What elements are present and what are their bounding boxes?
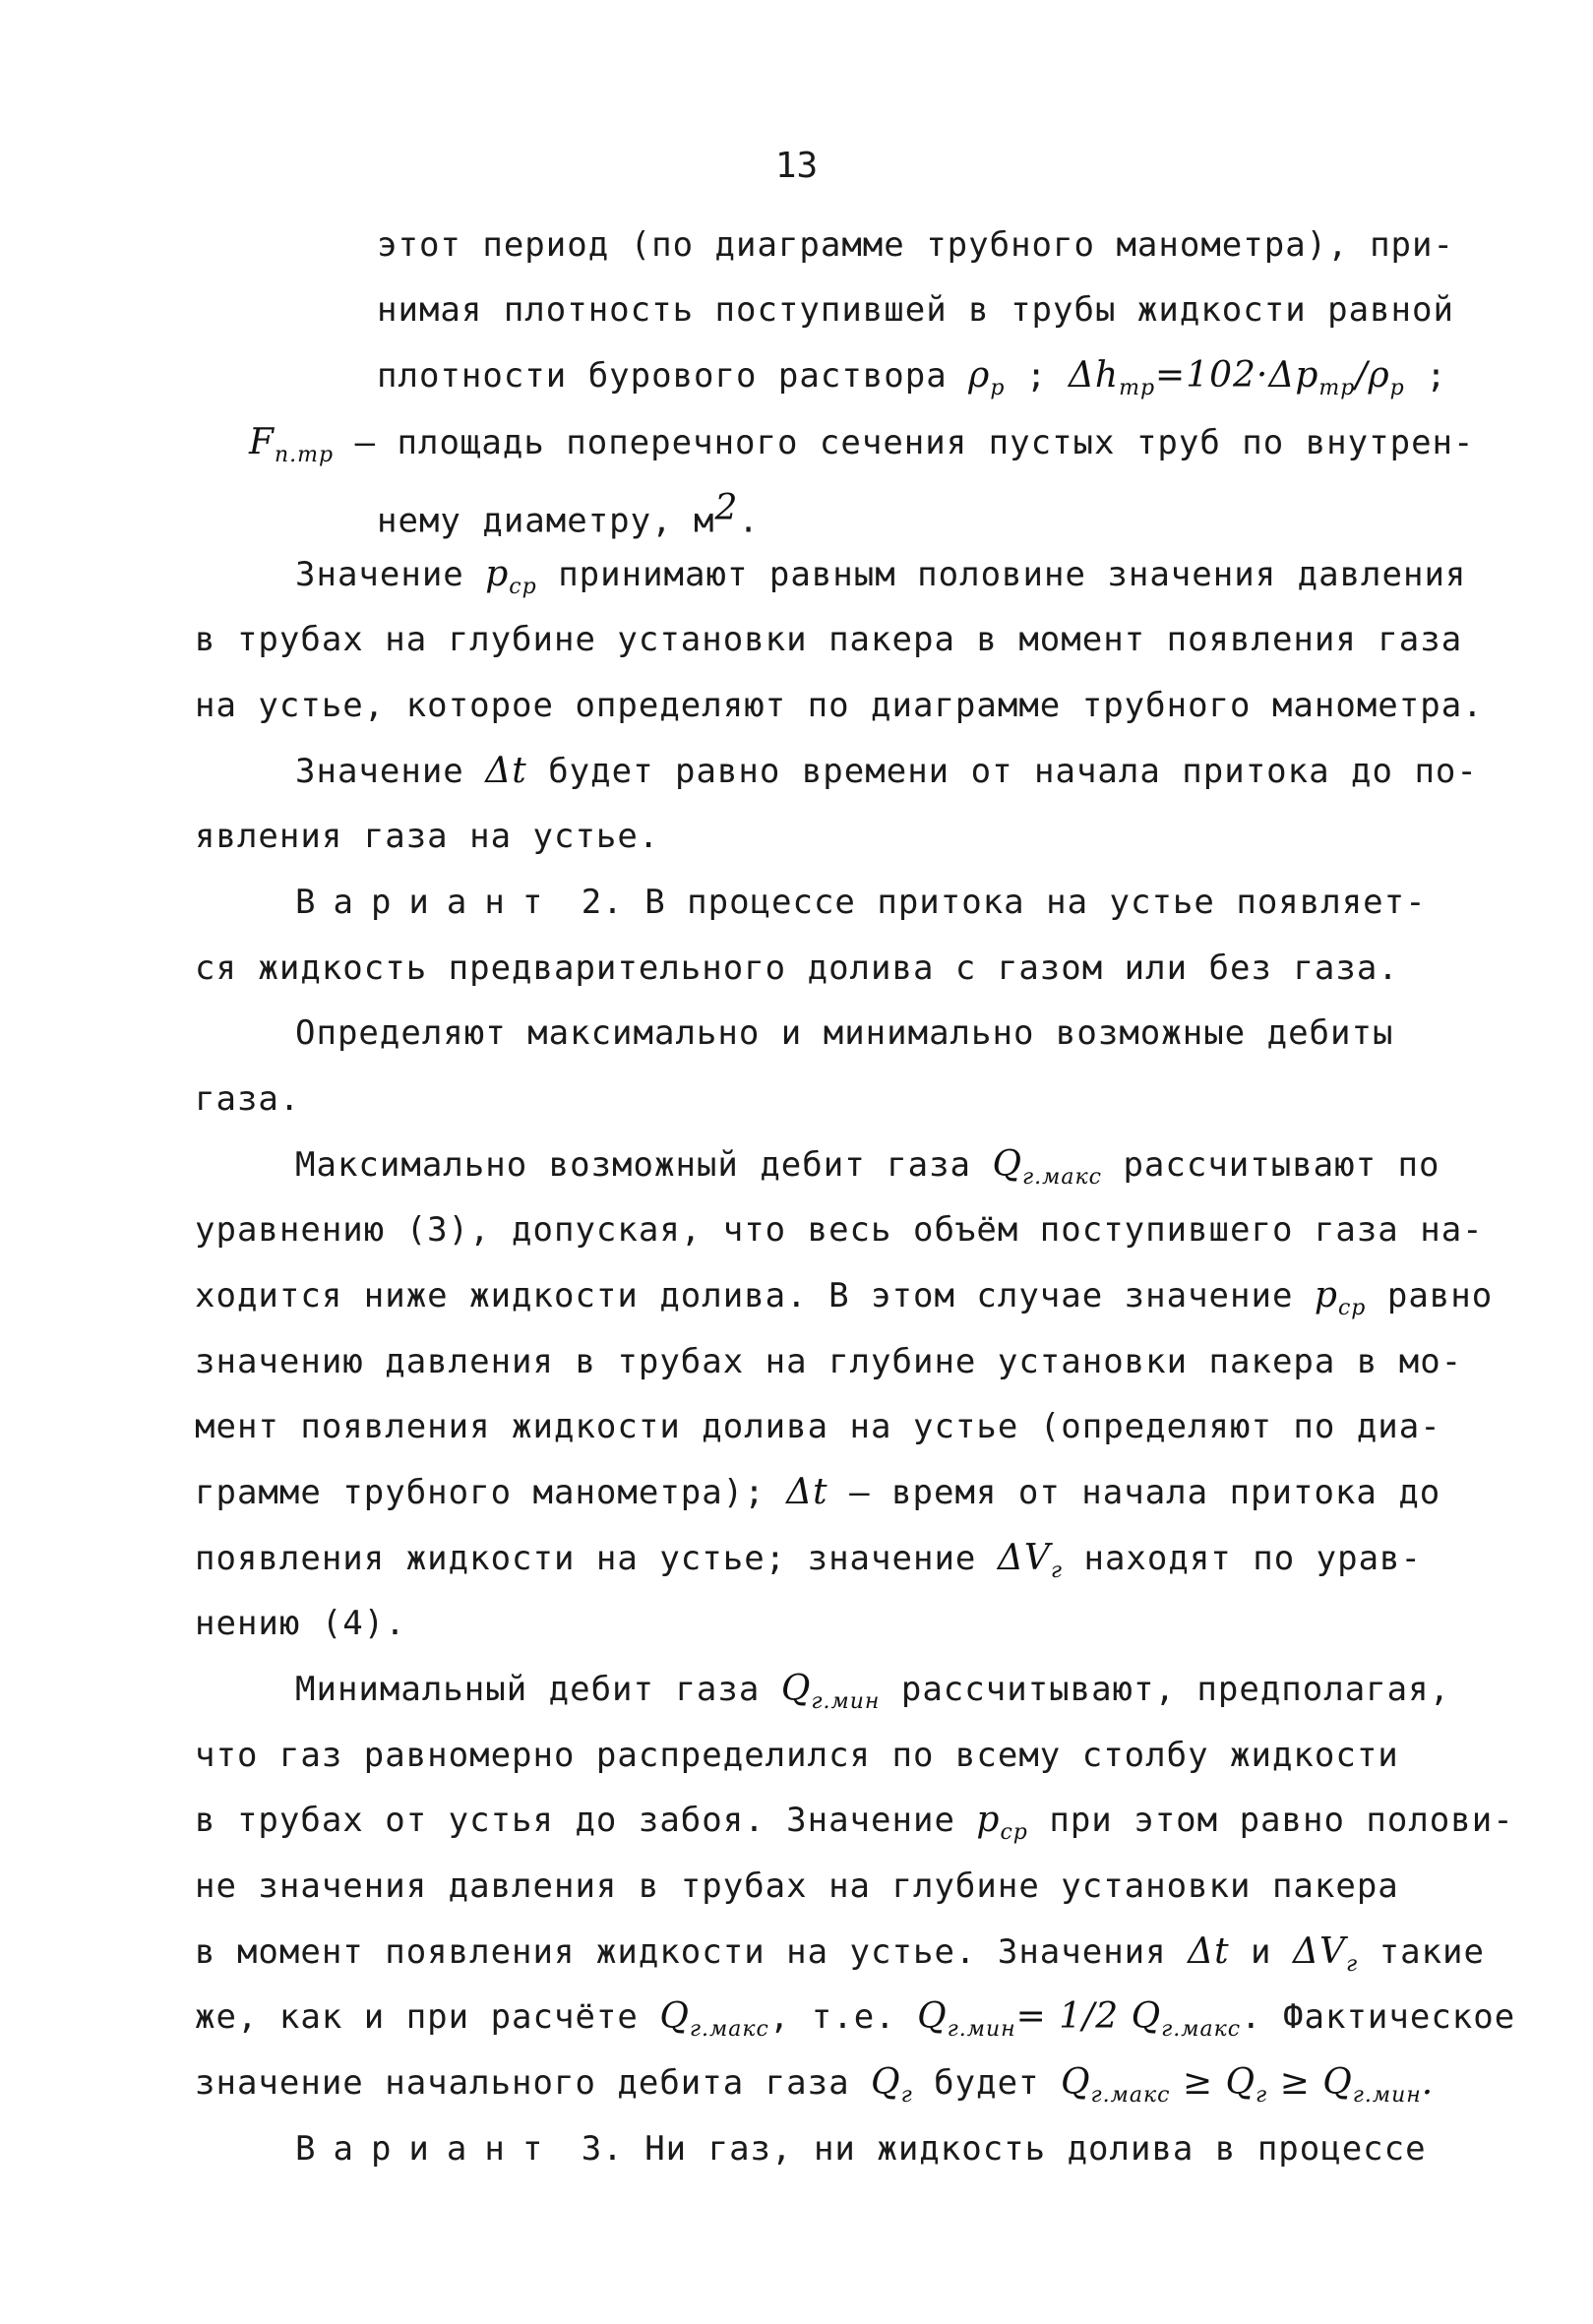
text-line: ся жидкость предварительного долива с газом или без газа. bbox=[195, 948, 1399, 988]
text-line: мент появления жидкости долива на устье (определяют по диа- bbox=[195, 1407, 1441, 1446]
formula-q-max: $Q_{г.макс}$ bbox=[992, 1144, 1102, 1191]
text-line: в трубах на глубине установки пакера в момент появления газа bbox=[195, 620, 1463, 659]
formula-f-tube: $F_{п.тр}$ bbox=[249, 422, 335, 468]
text-line: Вариант 2. В процессе притока на устье появляет- bbox=[295, 883, 1427, 922]
text-line: значение начального дебита газа $Q_г$ будет $Q_{г.макс} \ge Q_г \ge Q_{г.мин}$. bbox=[195, 2062, 1435, 2109]
formula-q-min: $Q_{г.мин}$ bbox=[780, 1669, 881, 1715]
text-line: Максимально возможный дебит газа $Q_{г.макс}$ рассчитывают по bbox=[295, 1144, 1440, 1191]
variant-heading: Вариант bbox=[295, 2129, 561, 2169]
text-line: этот период (по диаграмме трубного манометра), при- bbox=[377, 225, 1454, 265]
formula-delta-t: Δt bbox=[786, 1472, 828, 1512]
formula-delta-v: $\Delta V_г$ bbox=[997, 1538, 1063, 1584]
text-line: Определяют максимально и минимально возможные дебиты bbox=[295, 1013, 1394, 1053]
variant-heading: Вариант bbox=[295, 883, 561, 922]
text-line: не значения давления в трубах на глубине установки пакера bbox=[195, 1866, 1399, 1906]
text-line: нению (4). bbox=[195, 1604, 406, 1643]
text-line: Минимальный дебит газа $Q_{г.мин}$ рассчитывают, предполагая, bbox=[295, 1669, 1451, 1715]
text-line: уравнению (3), допуская, что весь объём поступившего газа на- bbox=[195, 1210, 1484, 1250]
text-line: Вариант 3. Ни газ, ни жидкость долива в процессе bbox=[295, 2129, 1427, 2169]
text-line: плотности бурового раствора $\rho_р$ ; $\Delta h_{тр}=102\cdot\Delta p_{тр}/\rho_р$ ; bbox=[377, 355, 1447, 401]
formula-rho: $\rho_р$ bbox=[968, 355, 1006, 401]
formula-p-avg: $p_{ср}$ bbox=[1314, 1275, 1367, 1321]
formula-q-inequality: $Q_{г.макс} \ge Q_г \ge Q_{г.мин}$. bbox=[1061, 2062, 1435, 2109]
text-line: $F_{п.тр}$ – площадь поперечного сечения пустых труб по внутрен- bbox=[249, 422, 1475, 468]
text-line: в момент появления жидкости на устье. Значения Δt и $\Delta V_г$ такие bbox=[195, 1931, 1485, 1978]
formula-delta-h: $\Delta h_{тр}=102\cdot\Delta p_{тр}/\rho_р$ bbox=[1068, 355, 1405, 401]
text-line: нему диаметру, $м^2$. bbox=[377, 488, 760, 541]
text-line: нимая плотность поступившей в трубы жидкости равной bbox=[377, 290, 1454, 330]
text-line: Значение Δt будет равно времени от начала притока до по- bbox=[295, 751, 1478, 791]
formula-q-min-equation: $Q_{г.мин}= 1/2$ $Q_{г.макс}$ bbox=[917, 1996, 1242, 2043]
formula-p-avg: $p_{ср}$ bbox=[485, 554, 537, 600]
formula-delta-t: Δt bbox=[1188, 1931, 1230, 1972]
formula-q-max: $Q_{г.макс}$ bbox=[659, 1996, 769, 2043]
text-line: на устье, которое определяют по диаграмме трубного манометра. bbox=[195, 686, 1484, 725]
text-line: в трубах от устья до забоя. Значение $p_{ср}$ при этом равно полови- bbox=[195, 1800, 1514, 1846]
text-line: газа. bbox=[195, 1079, 301, 1119]
formula-delta-v: $\Delta V_г$ bbox=[1293, 1931, 1359, 1978]
text-line: появления жидкости на устье; значение $\Delta V_г$ находят по урав- bbox=[195, 1538, 1422, 1584]
text-line: ходится ниже жидкости долива. В этом случае значение $p_{ср}$ равно bbox=[195, 1275, 1494, 1321]
text-line: Значение $p_{ср}$ принимают равным половине значения давления bbox=[295, 554, 1467, 600]
formula-delta-t: Δt bbox=[485, 751, 527, 791]
formula-q: $Q_г$ bbox=[871, 2062, 913, 2109]
text-line: значению давления в трубах на глубине установки пакера в мо- bbox=[195, 1342, 1463, 1381]
text-line: явления газа на устье. bbox=[195, 817, 660, 856]
text-line: грамме трубного манометра); Δt – время от начала притока до bbox=[195, 1472, 1441, 1512]
text-line: что газ равномерно распределился по всему столбу жидкости bbox=[195, 1736, 1399, 1775]
text-line: же, как и при расчёте $Q_{г.макс}$, т.е. $Q_{г.мин}= 1/2$ $Q_{г.макс}$. Фактическое bbox=[195, 1996, 1516, 2043]
page-number: 13 bbox=[774, 146, 819, 186]
formula-p-avg: $p_{ср}$ bbox=[976, 1800, 1028, 1846]
